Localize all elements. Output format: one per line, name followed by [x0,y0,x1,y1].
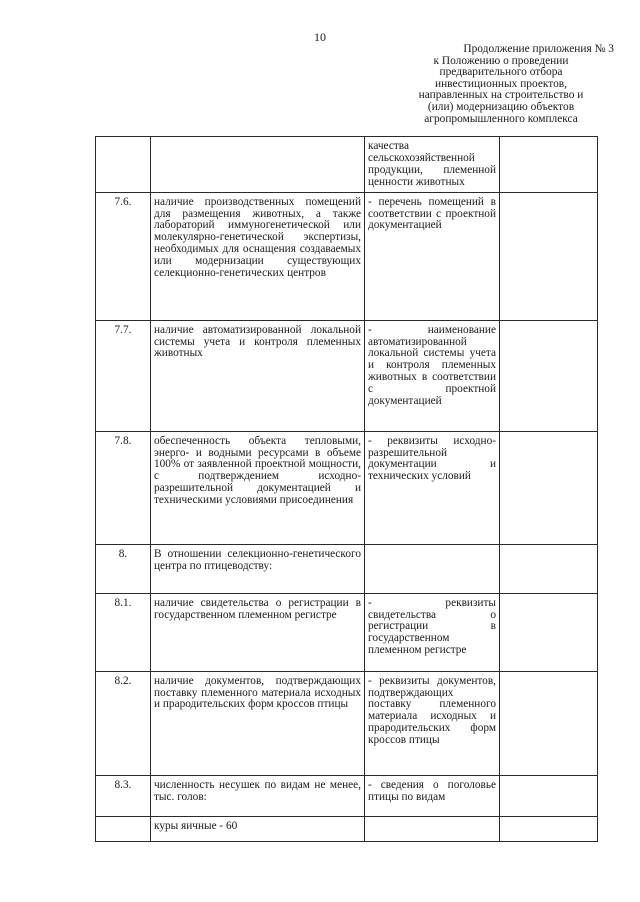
row-number: 8.3. [96,775,151,816]
row-number [96,816,151,841]
table-row [96,544,598,593]
document-cell: - реквизиты свидетельства о регистрации в государственном племенном регистре [365,593,500,671]
extra-cell [500,671,598,775]
document-cell: - сведения о поголовье птицы по видам [365,775,500,816]
criterion-cell: наличие свидетельства о регистрации в государственном племенном регистре [151,593,365,671]
header-line: к Положению о проведении [433,54,569,67]
criterion-cell: куры яичные - 60 [151,816,365,841]
criterion-cell: наличие документов, подтверждающих поставку племенного материала исходных и прародительских форм кроссов птицы [151,671,365,775]
table-row [96,816,598,841]
criteria-table [95,136,598,842]
extra-cell [500,320,598,431]
extra-cell [500,593,598,671]
header-line: инвестиционных проектов, [434,77,568,90]
row-number: 8. [96,544,151,593]
document-cell: - наименование автоматизированной локальной системы учета и контроля племенных животных в соответствии с проектной документацией [365,320,500,431]
table-row [96,593,598,671]
header-line: Продолжение приложения № 3 [463,43,614,55]
document-cell: - перечень помещений в соответствии с проектной документацией [365,192,500,320]
extra-cell [500,431,598,544]
page-number: 10 [314,30,326,44]
header-line: агропромышленного комплекса [424,112,578,125]
extra-cell [500,775,598,816]
row-number: 7.6. [96,192,151,320]
row-number [96,137,151,193]
appendix-header [388,44,614,125]
row-number: 7.7. [96,320,151,431]
document-cell: - реквизиты документов, подтверждающих поставку племенного материала исходных и прародительских форм кроссов птицы [365,671,500,775]
extra-cell [500,816,598,841]
header-line: (или) модернизацию объектов [427,100,575,113]
header-line: направленных на строительство и [418,89,584,102]
criterion-cell: наличие автоматизированной локальной системы учета и контроля племенных животных [151,320,365,431]
extra-cell [500,192,598,320]
row-number: 7.8. [96,431,151,544]
criterion-cell: наличие производственных помещений для размещения животных, а также лабораторий иммуногенетической или молекулярно-генетической экспертизы, необходимых для оснащения создаваемых или модернизации существующих селекционно-генетических центров [151,192,365,320]
header-line: предварительного отбора [439,66,563,79]
row-number: 8.2. [96,671,151,775]
criterion-cell: обеспеченность объекта тепловыми, энерго- и водными ресурсами в объеме 100% от заявленной проектной мощности, с подтверждением исходно-разрешительной документацией и техническими условиями присоединения [151,431,365,544]
table-row [96,137,598,193]
extra-cell [500,137,598,193]
criterion-cell: численность несушек по видам не менее, тыс. голов: [151,775,365,816]
table-row [96,320,598,431]
table-row [96,192,598,320]
extra-cell [500,544,598,593]
document-cell: - реквизиты исходно-разрешительной документации и технических условий [365,431,500,544]
row-number: 8.1. [96,593,151,671]
document-cell [365,816,500,841]
document-cell [365,544,500,593]
criterion-cell [151,137,365,193]
table-row [96,775,598,816]
table-row [96,431,598,544]
criterion-cell: В отношении селекционно-генетического центра по птицеводству: [151,544,365,593]
table-row [96,671,598,775]
document-cell: качества сельскохозяйственной продукции, племенной ценности животных [365,137,500,193]
